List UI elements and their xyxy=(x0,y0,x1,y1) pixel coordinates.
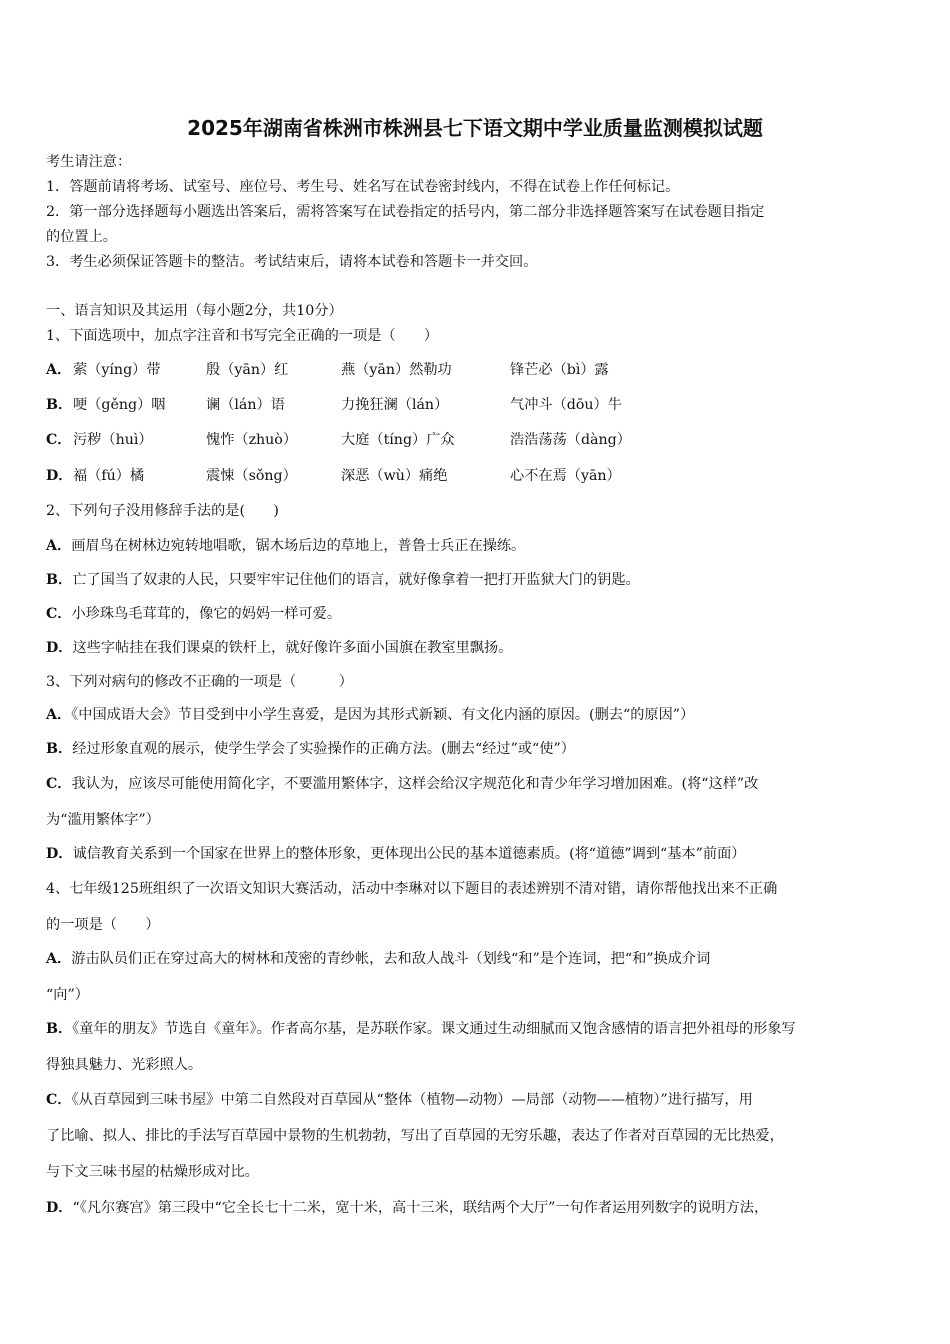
q1-c-item4: 浩浩荡荡（dàng） xyxy=(510,432,631,448)
q3-option-a xyxy=(46,706,694,724)
option-label: A． xyxy=(46,538,72,554)
option-label: B． xyxy=(46,572,73,588)
q1-a-item1: 萦（yíng）带 xyxy=(73,362,161,378)
q4-stem: 4、七年级125班组织了一次语文知识大赛活动，活动中李琳对以下题目的表述辨别不清对错，请你帮他找出来不正确 xyxy=(46,881,778,897)
q4-option-a-cont: “向”） xyxy=(46,987,89,1003)
q1-c-item1: 污秽（huì） xyxy=(73,432,153,448)
q1-b-item1: 哽（gěng）咽 xyxy=(73,397,166,413)
option-label: C． xyxy=(46,606,72,622)
page-title: 2025年湖南省株洲市株洲县七下语文期中学业质量监测模拟试题 xyxy=(187,116,763,140)
q1-b-item2: 谰（lán）语 xyxy=(206,397,285,413)
option-label: C． xyxy=(46,776,72,792)
option-label: D． xyxy=(46,468,73,484)
option-text: 画眉鸟在树林边宛转地唱歌，锯木场后边的草地上，普鲁士兵正在操练。 xyxy=(71,538,526,554)
q2-option-a xyxy=(46,537,525,555)
q1-a-item4: 锋芒必（bì）露 xyxy=(510,362,609,378)
option-label: B． xyxy=(46,741,73,757)
q4-option-b-cont: 得独具魅力、光彩照人。 xyxy=(46,1057,203,1073)
notice-heading: 考生请注意： xyxy=(46,154,132,170)
option-label: B． xyxy=(46,397,73,413)
option-label: C． xyxy=(46,432,72,448)
q1-c-item2: 愧怍（zhuò） xyxy=(206,432,298,448)
option-label: A． xyxy=(46,362,72,378)
notice-item-1: 1．答题前请将考场、试室号、座位号、考生号、姓名写在试卷密封线内，不得在试卷上作任何标记。 xyxy=(46,179,680,195)
q1-b-item3: 力挽狂澜（lán） xyxy=(341,397,449,413)
section-heading: 一、语言知识及其运用（每小题2分，共10分） xyxy=(46,303,343,319)
option-text: 游击队员们正在穿过高大的树林和茂密的青纱帐，去和敌人战斗（划线“和”是个连词，把“和”换成介词 xyxy=(71,951,711,967)
option-text: 《童年的朋友》节选自《童年》。作者高尔基，是苏联作家。课文通过生动细腻而又饱含感情的语言把外祖母的形象写 xyxy=(72,1021,796,1037)
option-text: 小珍珠鸟毛茸茸的，像它的妈妈一样可爱。 xyxy=(71,606,342,622)
option-label: D． xyxy=(46,846,73,862)
option-label: D． xyxy=(46,1200,73,1216)
option-text: 亡了国当了奴隶的人民，只要牢牢记住他们的语言，就好像拿着一把打开监狱大门的钥匙。 xyxy=(72,572,640,588)
option-label: D． xyxy=(46,640,73,656)
option-text: 这些字帖挂在我们课桌的铁杆上，就好像许多面小国旗在教室里飘扬。 xyxy=(72,640,513,656)
notice-item-2: 2．第一部分选择题每小题选出答案后，需将答案写在试卷指定的括号内，第二部分非选择题答案写在试卷题目指定 xyxy=(46,204,765,220)
q2-stem: 2、下列句子没用修辞手法的是( ) xyxy=(46,503,279,519)
option-text: “《凡尔赛宫》第三段中“它全长七十二米，宽十米，高十三米，联结两个大厅”一句作者运用列数字的说明方法， xyxy=(72,1200,769,1216)
q1-d-item1: 褔（fú）橘 xyxy=(73,468,145,484)
q1-d-item3: 深恶（wù）痛绝 xyxy=(341,468,448,484)
option-label: B． xyxy=(46,1021,73,1037)
notice-item-3: 3．考生必须保证答题卡的整洁。考试结束后，请将本试卷和答题卡一并交回。 xyxy=(46,254,538,270)
q4-option-c-cont1: 了比喻、拟人、排比的手法写百草园中景物的生机勃勃，写出了百草园的无穷乐趣，表达了作者对百草园的无比热爱， xyxy=(46,1128,784,1144)
q3-stem: 3、下列对病句的修改不正确的一项是（ ） xyxy=(46,674,353,690)
q3-option-d xyxy=(46,845,746,863)
q1-c-item3: 大庭（tíng）广众 xyxy=(341,432,455,448)
q2-option-b xyxy=(46,571,640,589)
q4-option-a xyxy=(46,950,710,968)
q1-d-item4: 心不在焉（yān） xyxy=(510,468,621,484)
q3-option-c xyxy=(46,775,758,793)
q4-option-c-cont2: 与下文三味书屋的枯燥形成对比。 xyxy=(46,1164,259,1180)
option-text: 《从百草园到三味书屋》中第二自然段对百草园从“整体（植物—动物）—局部（动物——植物）”进行描写，用 xyxy=(71,1092,753,1108)
q4-option-b xyxy=(46,1020,796,1038)
notice-item-2-cont: 的位置上。 xyxy=(46,229,117,245)
q1-a-item3: 燕（yān）然勒功 xyxy=(341,362,452,378)
q2-option-c xyxy=(46,605,341,623)
q4-stem-cont: 的一项是（ ） xyxy=(46,917,160,933)
option-text: 诚信教育关系到一个国家在世界上的整体形象，更体现出公民的基本道德素质。(将“道德”调到“基本”前面） xyxy=(72,846,746,862)
q1-a-item2: 殷（yān）红 xyxy=(206,362,289,378)
q3-option-b xyxy=(46,740,575,758)
option-text: 我认为，应该尽可能使用简化字，不要滥用繁体字，这样会给汉字规范化和青少年学习增加困难。(将“这样”改 xyxy=(71,776,759,792)
q4-option-c xyxy=(46,1091,753,1109)
option-label: A． xyxy=(46,951,72,967)
q1-stem: 1、下面选项中，加点字注音和书写完全正确的一项是（ ） xyxy=(46,328,439,344)
q4-option-d xyxy=(46,1199,768,1217)
q3-option-c-cont: 为“滥用繁体字”） xyxy=(46,812,160,828)
q1-d-item2: 震悚（sǒng） xyxy=(206,468,297,484)
option-label: A． xyxy=(46,707,72,723)
q2-option-d xyxy=(46,639,512,657)
option-label: C． xyxy=(46,1092,72,1108)
q1-b-item4: 气冲斗（dōu）牛 xyxy=(510,397,622,413)
option-text: 经过形象直观的展示，使学生学会了实验操作的正确方法。(删去“经过”或“使”） xyxy=(72,741,575,757)
option-text: 《中国成语大会》节目受到中小学生喜爱，是因为其形式新颖、有文化内涵的原因。(删去“的原因”） xyxy=(71,707,695,723)
